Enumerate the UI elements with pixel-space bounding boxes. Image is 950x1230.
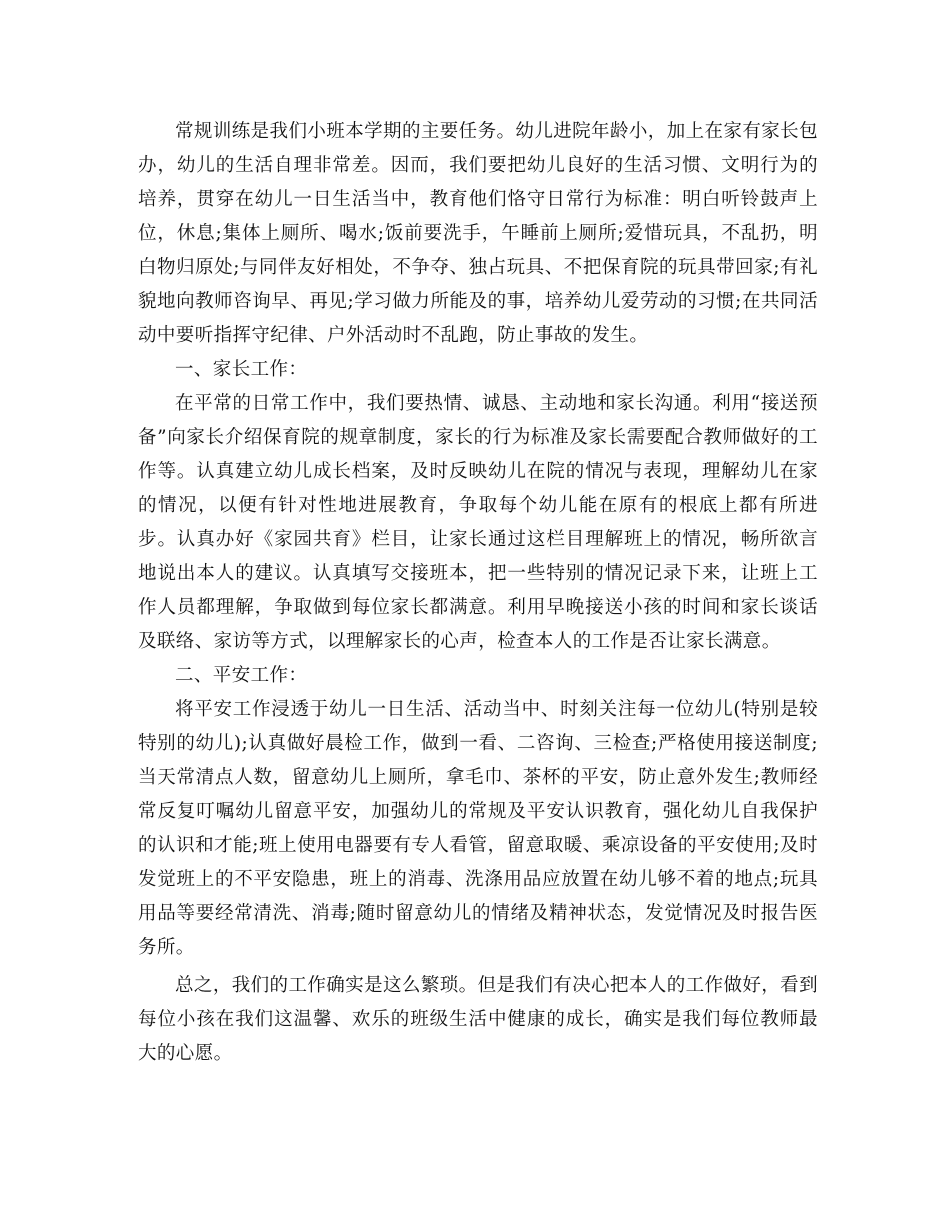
section-heading-parent-work: 一、家长工作：: [175, 359, 308, 380]
paragraph-conclusion: 总之，我们的工作确实是这么繁琐。但是我们有决心把本人的工作做好，看到每位小孩在我们这温馨、欢乐的班级生活中健康的成长，确实是我们每位教师最大的心愿。: [138, 975, 818, 1064]
paragraph-safety-work: 将平安工作浸透于幼儿一日生活、活动当中、时刻关注每一位幼儿(特别是较特别的幼儿);认真做好晨检工作，做到一看、二咨询、三检查;严格使用接送制度;当天常清点人数，留意幼儿上厕所，拿毛巾、茶杯的平安，防止意外发生;教师经常反复叮嘱幼儿留意平安，加强幼儿的常规及平安认识教育，强化幼儿自我保护的认识和才能;班上使用电器要有专人看管，留意取暖、乘凉设备的平安使用;及时发觉班上的不平安隐患，班上的消毒、洗涤用品应放置在幼儿够不着的地点;玩具用品等要经常清洗、消毒;随时留意幼儿的情绪及精神状态，发觉情况及时报告医务所。: [138, 699, 818, 958]
paragraph-routine-training: 常规训练是我们小班本学期的主要任务。幼儿进院年龄小，加上在家有家长包办，幼儿的生活自理非常差。因而，我们要把幼儿良好的生活习惯、文明行为的培养，贯穿在幼儿一日生活当中，教育他们恪守日常行为标准：明白听铃鼓声上位，休息;集体上厕所、喝水;饭前要洗手，午睡前上厕所;爱惜玩具，不乱扔，明白物归原处;与同伴友好相处，不争夺、独占玩具、不把保育院的玩具带回家;有礼貌地向教师咨询早、再见;学习做力所能及的事，培养幼儿爱劳动的习惯;在共同活动中要听指挥守纪律、户外活动时不乱跑，防止事故的发生。: [138, 121, 818, 346]
paragraph-parent-work: 在平常的日常工作中，我们要热情、诚恳、主动地和家长沟通。利用“接送预备”向家长介绍保育院的规章制度，家长的行为标准及家长需要配合教师做好的工作等。认真建立幼儿成长档案，及时反映幼儿在院的情况与表现，理解幼儿在家的情况，以便有针对性地进展教育，争取每个幼儿能在原有的根底上都有所进步。认真办好《家园共育》栏目，让家长通过这栏目理解班上的情况，畅所欲言地说出本人的建议。认真填写交接班本，把一些特别的情况记录下来，让班上工作人员都理解，争取做到每位家长都满意。利用早晚接送小孩的时间和家长谈话及联络、家访等方式，以理解家长的心声，检查本人的工作是否让家长满意。: [138, 393, 818, 652]
section-heading-safety-work: 二、平安工作：: [175, 665, 308, 686]
document-body: [138, 115, 818, 1071]
